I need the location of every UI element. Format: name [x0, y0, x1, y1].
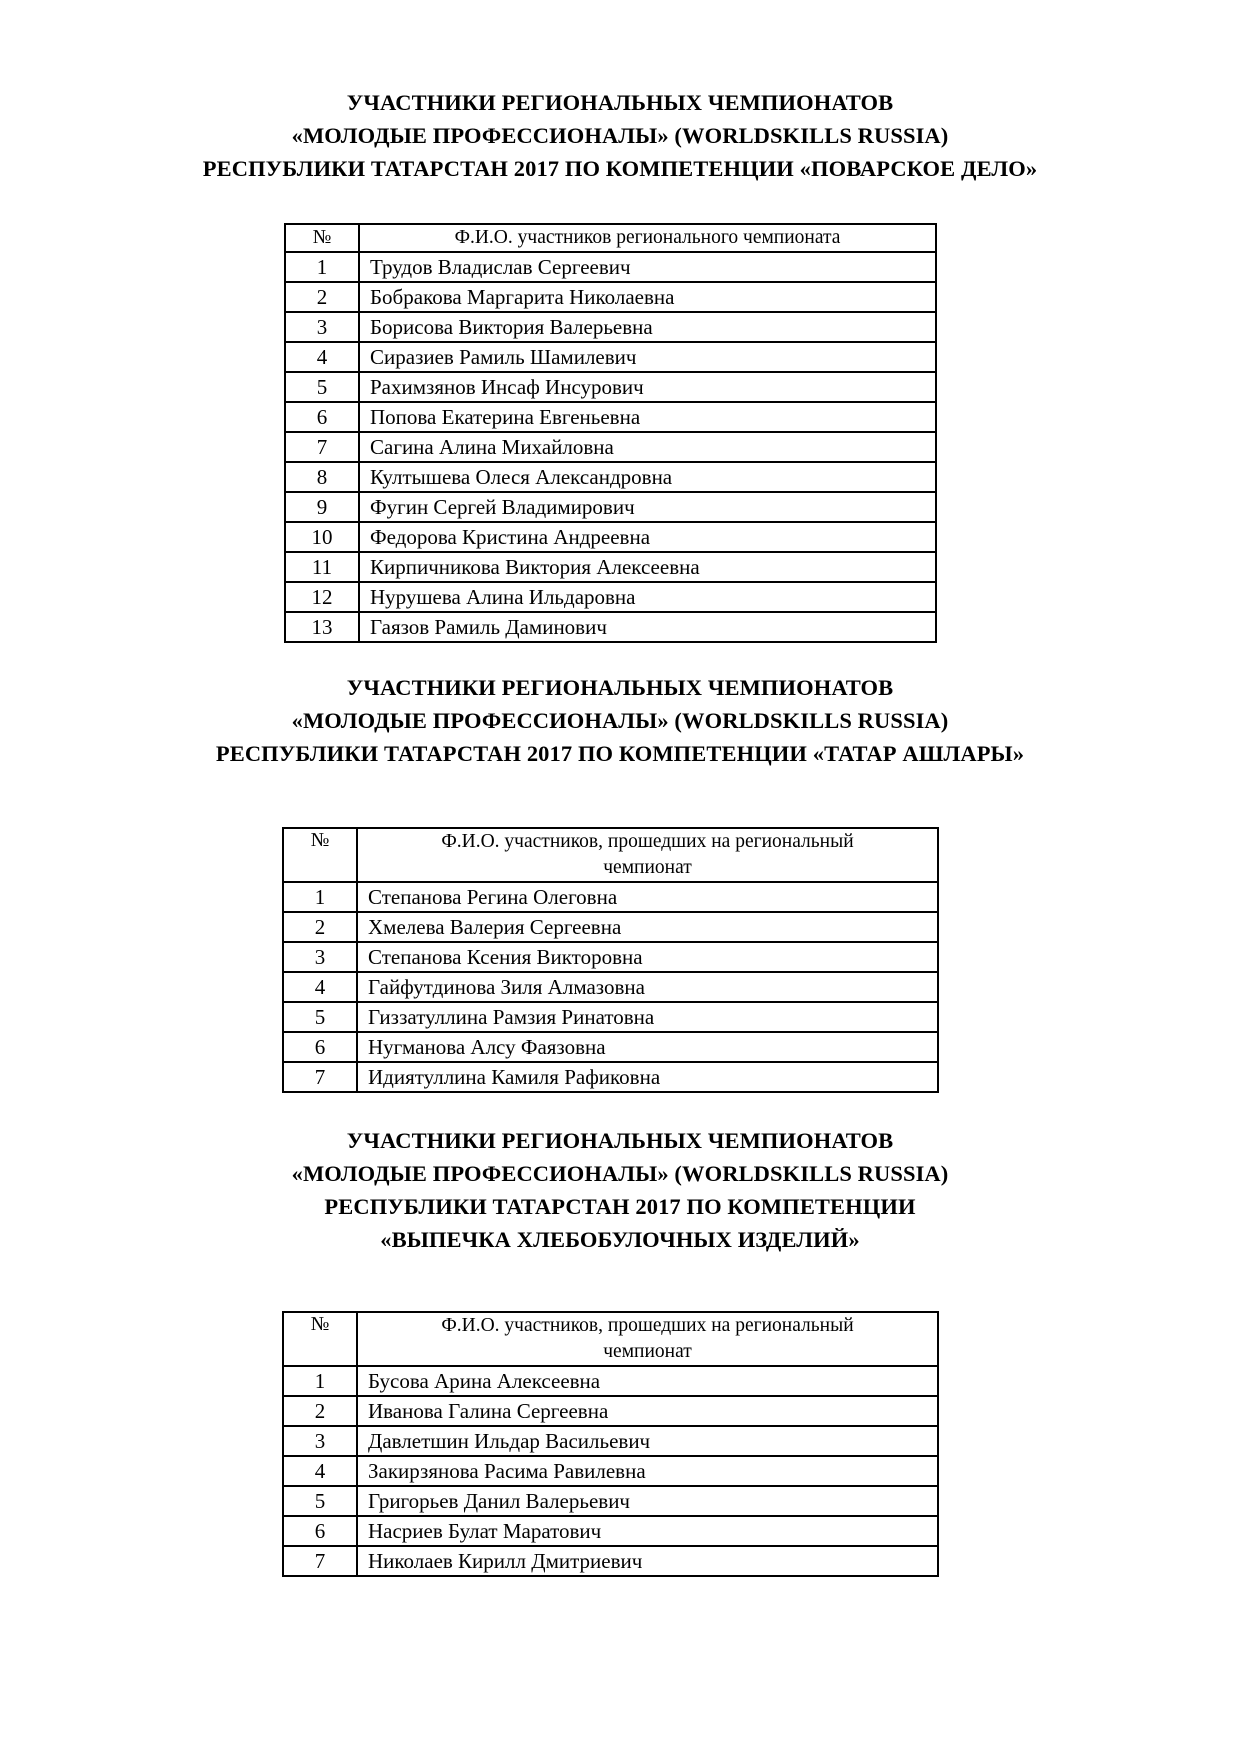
participant-name: Степанова Ксения Викторовна	[357, 942, 938, 972]
row-number: 3	[283, 942, 357, 972]
participant-name: Бусова Арина Алексеевна	[357, 1366, 938, 1396]
row-number: 2	[283, 912, 357, 942]
section-3-heading-line-1: УЧАСТНИКИ РЕГИОНАЛЬНЫХ ЧЕМПИОНАТОВ	[346, 1128, 894, 1153]
participant-name: Сиразиев Рамиль Шамилевич	[359, 342, 936, 372]
participant-name: Фугин Сергей Владимирович	[359, 492, 936, 522]
section-2-heading	[0, 671, 1240, 770]
row-number: 7	[283, 1546, 357, 1576]
column-header-name	[357, 828, 938, 882]
section-1-heading-line-1: УЧАСТНИКИ РЕГИОНАЛЬНЫХ ЧЕМПИОНАТОВ	[346, 90, 894, 115]
row-number: 6	[283, 1032, 357, 1062]
section-3-heading-line-4: «ВЫПЕЧКА ХЛЕБОБУЛОЧНЫХ ИЗДЕЛИЙ»	[380, 1227, 860, 1252]
participant-name: Попова Екатерина Евгеньевна	[359, 402, 936, 432]
table-row	[283, 1396, 938, 1426]
row-number: 4	[283, 1456, 357, 1486]
table-row	[283, 1366, 938, 1396]
participant-name: Григорьев Данил Валерьевич	[357, 1486, 938, 1516]
section-2-heading-line-3: РЕСПУБЛИКИ ТАТАРСТАН 2017 ПО КОМПЕТЕНЦИИ «ТАТАР АШЛАРЫ»	[215, 741, 1025, 766]
section-3-heading-line-3: РЕСПУБЛИКИ ТАТАРСТАН 2017 ПО КОМПЕТЕНЦИИ	[324, 1194, 916, 1219]
participant-name: Сагина Алина Михайловна	[359, 432, 936, 462]
participant-name: Федорова Кристина Андреевна	[359, 522, 936, 552]
row-number: 7	[285, 432, 359, 462]
participant-name: Нугманова Алсу Фаязовна	[357, 1032, 938, 1062]
row-number: 6	[283, 1516, 357, 1546]
participant-name: Хмелева Валерия Сергеевна	[357, 912, 938, 942]
table-row	[285, 312, 936, 342]
table-row	[283, 942, 938, 972]
row-number: 1	[283, 882, 357, 912]
row-number: 4	[285, 342, 359, 372]
table-row	[285, 282, 936, 312]
section-2-heading-line-1: УЧАСТНИКИ РЕГИОНАЛЬНЫХ ЧЕМПИОНАТОВ	[346, 675, 894, 700]
row-number: 9	[285, 492, 359, 522]
table-row	[285, 462, 936, 492]
row-number: 10	[285, 522, 359, 552]
table-row	[285, 402, 936, 432]
row-number: 11	[285, 552, 359, 582]
row-number: 8	[285, 462, 359, 492]
participant-name: Гиззатуллина Рамзия Ринатовна	[357, 1002, 938, 1032]
column-header-name-line-1: Ф.И.О. участников, прошедших на региональный	[441, 831, 854, 852]
participant-name: Нурушева Алина Ильдаровна	[359, 582, 936, 612]
table-row	[283, 1062, 938, 1092]
column-header-name	[357, 1312, 938, 1366]
table-row	[283, 1456, 938, 1486]
table-row	[283, 1486, 938, 1516]
table-row	[285, 492, 936, 522]
participant-name: Николаев Кирилл Дмитриевич	[357, 1546, 938, 1576]
table-row	[285, 372, 936, 402]
table-row	[283, 882, 938, 912]
table-row	[283, 1516, 938, 1546]
row-number: 5	[285, 372, 359, 402]
row-number: 13	[285, 612, 359, 642]
participant-name: Борисова Виктория Валерьевна	[359, 312, 936, 342]
row-number: 12	[285, 582, 359, 612]
section-3-heading-line-2: «МОЛОДЫЕ ПРОФЕССИОНАЛЫ» (WORLDSKILLS RUSSIA)	[291, 1161, 949, 1186]
participant-name: Насриев Булат Маратович	[357, 1516, 938, 1546]
participant-name: Идиятуллина Камиля Рафиковна	[357, 1062, 938, 1092]
table-row	[283, 972, 938, 1002]
section-2-table-body	[283, 882, 938, 1092]
participant-name: Закирзянова Расима Равилевна	[357, 1456, 938, 1486]
table-row	[285, 582, 936, 612]
section-3-table-body	[283, 1366, 938, 1576]
row-number: 2	[285, 282, 359, 312]
row-number: 2	[283, 1396, 357, 1426]
column-header-number: №	[283, 828, 357, 882]
table-row	[285, 252, 936, 282]
table-row	[283, 1546, 938, 1576]
participant-name: Давлетшин Ильдар Васильевич	[357, 1426, 938, 1456]
participant-name: Степанова Регина Олеговна	[357, 882, 938, 912]
row-number: 7	[283, 1062, 357, 1092]
table-row	[285, 432, 936, 462]
column-header-number: №	[285, 224, 359, 252]
column-header-name-line-2: чемпионат	[603, 857, 692, 878]
table-row	[285, 552, 936, 582]
row-number: 5	[283, 1486, 357, 1516]
table-row	[283, 1002, 938, 1032]
section-1-table	[284, 223, 937, 643]
table-row	[283, 1426, 938, 1456]
row-number: 6	[285, 402, 359, 432]
section-2-heading-line-2: «МОЛОДЫЕ ПРОФЕССИОНАЛЫ» (WORLDSKILLS RUSSIA)	[291, 708, 949, 733]
row-number: 1	[285, 252, 359, 282]
participant-name: Гайфутдинова Зиля Алмазовна	[357, 972, 938, 1002]
table-row	[285, 342, 936, 372]
participant-name: Гаязов Рамиль Даминович	[359, 612, 936, 642]
participant-name: Култышева Олеся Александровна	[359, 462, 936, 492]
participant-name: Рахимзянов Инсаф Инсурович	[359, 372, 936, 402]
column-header-number: №	[283, 1312, 357, 1366]
column-header-name-line-2: чемпионат	[603, 1341, 692, 1362]
row-number: 3	[285, 312, 359, 342]
section-3-table	[282, 1311, 939, 1577]
participant-name: Кирпичникова Виктория Алексеевна	[359, 552, 936, 582]
row-number: 3	[283, 1426, 357, 1456]
table-row	[283, 1032, 938, 1062]
section-2-table	[282, 827, 939, 1093]
section-1-heading-line-2: «МОЛОДЫЕ ПРОФЕССИОНАЛЫ» (WORLDSKILLS RUSSIA)	[291, 123, 949, 148]
row-number: 4	[283, 972, 357, 1002]
section-1-table-body	[285, 252, 936, 642]
participant-name: Трудов Владислав Сергеевич	[359, 252, 936, 282]
table-row	[285, 612, 936, 642]
column-header-name-line-1: Ф.И.О. участников, прошедших на региональный	[441, 1315, 854, 1336]
table-row	[283, 912, 938, 942]
section-1-heading	[0, 86, 1240, 185]
column-header-name: Ф.И.О. участников регионального чемпионата	[359, 224, 936, 252]
row-number: 5	[283, 1002, 357, 1032]
participant-name: Иванова Галина Сергеевна	[357, 1396, 938, 1426]
table-row	[285, 522, 936, 552]
participant-name: Бобракова Маргарита Николаевна	[359, 282, 936, 312]
row-number: 1	[283, 1366, 357, 1396]
section-1-heading-line-3: РЕСПУБЛИКИ ТАТАРСТАН 2017 ПО КОМПЕТЕНЦИИ «ПОВАРСКОЕ ДЕЛО»	[202, 156, 1038, 181]
section-3-heading	[0, 1124, 1240, 1256]
